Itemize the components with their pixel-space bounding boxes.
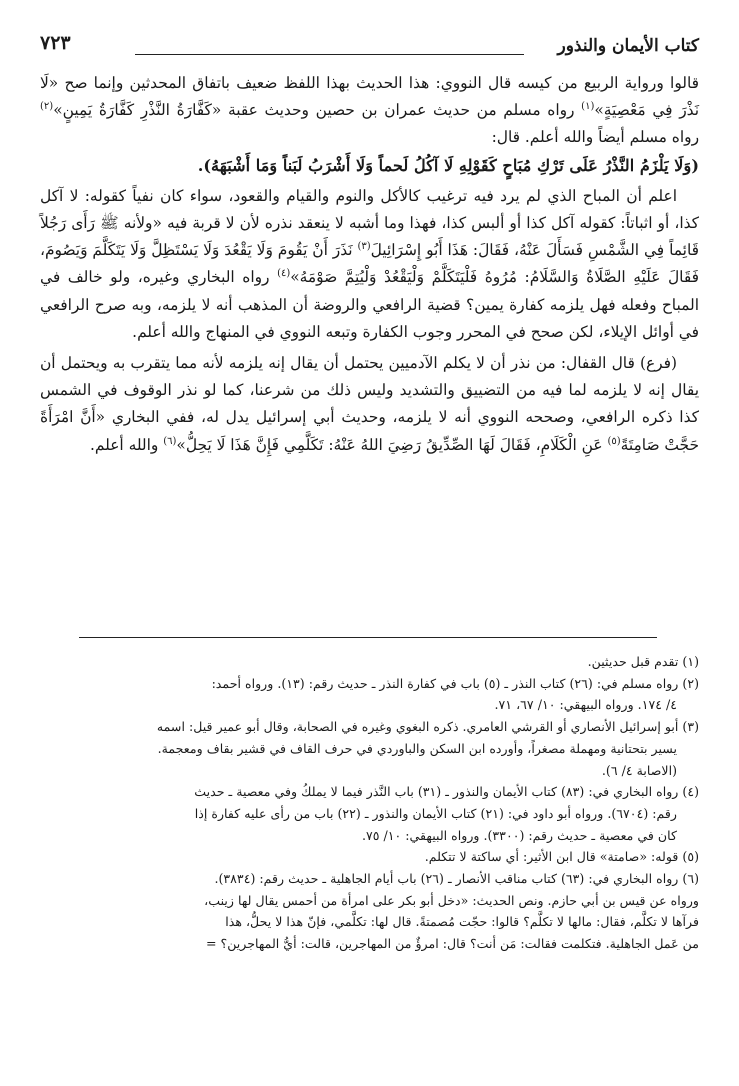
header-rule [135,54,524,55]
footnote-ref-1: (١) [581,101,595,113]
footnote-ref-4: (٤) [277,268,291,280]
footnote-6-line-1: (٦) رواه البخاري في: (٦٣) كتاب مناقب الأنصار ـ (٢٦) باب أيام الجاهلية ـ حديث رقم: (٣٨٣٤). [214,871,699,887]
paragraph-3-text-b: نَذَرَ أَنْ يَقُومَ وَلَا يَقْعُدَ وَلَا يَسْتَظِلَّ وَلَا يَتَكَلَّمَ وَيَصُومَ، فَقَالَ عَلَيْهِ الصَّلَاةُ وَالسَّلَامُ: مُرُوهُ فَلْيَتَكَلَّمْ وَلْيَقْعُدْ وَلْيُتِمَّ صَوْمَهُ» [40,241,700,287]
footnote-2 [30,673,699,716]
footnote-ref-5: (٥) [607,435,621,447]
running-title: كتاب الأيمان والنذور [557,36,699,56]
page-number: ٧٢٣ [40,32,71,54]
footnote-separator [79,637,657,638]
footnote-2-line-1: (٢) رواه مسلم في: (٢٦) كتاب النذر ـ (٥) باب في كفارة النذر ـ حديث رقم: (١٣). ورواه أحمد: [211,675,699,691]
paragraph-1-text-c: رواه مسلم أيضاً والله أعلم. قال: [491,128,699,147]
footnote-3-line-1: (٣) أبو إسرائيل الأنصاري أو القرشي العامري. ذكره البغوي وغيره في الصحابة، وقال أبو عمير قيل: اسمه [156,719,699,735]
footnote-3 [30,716,699,781]
footnote-6-line-3: فرآها لا تكلَّم، فقال: مالها لا تكلَّم؟ قالوا: حجّت مُصمتةً. قال لها: تكلَّمي، فإنّ هذا لا يحلُّ، هذا [225,914,699,930]
footnote-2-line-2: ٤/ ١٧٤. ورواه البيهقي: ١٠/ ٦٧، ٧١. [494,697,677,713]
page-header [40,30,699,64]
paragraph-3-text-c: رواه البخاري وغيره، ولو خالف في المباح وفعله فهل يلزمه كفارة يمين؟ قضية الرافعي والروضة أن المذهب أنه لا يلزمه، وبه صرح الرافعي في أوائل الإيلاء، لكن صحح في المحرر وجوب الكفارة وتبعه النووي في المنهاج والله أعلم. [40,268,699,341]
paragraph-1 [40,70,699,152]
footnote-3-line-2: يسير بتحتانية ومهملة مصغراً، وأورده ابن السكن والباوردي في حرف القاف في قشير بقاف ومعجمة. [157,740,677,756]
footnote-4-line-2: رقم: (٦٧٠٤). ورواه أبو داود في: (٢١) كتاب الأيمان والنذور ـ (٢٢) باب من رأى عليه كفارة إذا [194,805,677,821]
footnote-5: (٥) قوله: «صامتة» قال ابن الأثير: أي ساكتة لا تتكلم. [424,849,699,865]
footnote-4-line-3: كان في معصية ـ حديث رقم: (٣٣٠٠). ورواه البيهقي: ١٠/ ٧٥. [361,827,677,843]
paragraph-4-text-c: والله أعلم. [90,435,164,454]
matn-quote: (وَلَا يَلْزَمُ النَّذْرُ عَلَى تَرْكِ مُبَاحٍ كَقَوْلِهِ لَا آكُلُ لَحماً وَلَا أَشْرَبُ لَبَناً وَمَا أَشْبَهَهُ). [197,155,699,175]
footnote-4-line-1: (٤) رواه البخاري في: (٨٣) كتاب الأيمان والنذور ـ (٣١) باب النَّذر فيما لا يملكُ وفي معصية ـ حديث [194,784,699,800]
paragraph-1-text-b: رواه مسلم من حديث عمران بن حصين وحديث عقبة «كَفَّارَةُ النَّذْرِ كَفَّارَةُ يَمِينٍ» [53,101,582,120]
paragraph-4-text-b: عَنِ الْكَلَامِ، فَقَالَ لَهَا الصِّدِّيقُ رَضِيَ اللهُ عَنْهُ: تَكَلَّمِي فَإِنَّ هَذَا لَا يَحِلُّ» [176,435,608,454]
paragraph-3-text: اعلم أن المباح الذي لم يرد فيه ترغيب كالأكل والنوم والقيام والقعود، سواء كان نفياً كقوله: لا آكل كذا، أو اثباتاً: كقوله آكل كذا أو ألبس كذا، فهذا وما أشبه لا ينعقد نذره لأن لا قربة فيه «ولأنه ﷺ رَأَى رَجُلاً قَائِماً فِي الشَّمْسِ فَسَأَلَ عَنْهُ، فَقَالَ: هَذَا أَبُو إِسْرَائِيلَ [40,186,699,260]
paragraph-4 [40,350,699,459]
footnote-6 [30,868,699,955]
footnotes [30,651,699,955]
footnote-ref-3: (٣) [357,241,371,253]
paragraph-3 [40,183,699,346]
footnote-6-line-2: ورواه عن قيس بن أبي حازم. ونص الحديث: «دخل أبو بكر على امرأة من أحمس يقال لها زينب، [204,892,699,908]
footnote-3-line-3: (الاصابة ٤/ ٦). [601,762,677,778]
footnote-6-line-4: من عَمل الجاهلية. فتكلمت فقالت: مَن أنت؟ قال: امرؤٌ من المهاجرين، قالت: أيُّ المهاجرين؟ = [205,936,699,952]
footnote-ref-6: (٦) [163,435,177,447]
footnote-1: (١) تقدم قبل حديثين. [587,654,699,669]
footnote-ref-2: (٢) [40,101,54,113]
main-text [40,70,699,459]
paragraph-1-text: قالوا ورواية الربيع من كيسه قال النووي: هذا الحديث بهذا اللفظ ضعيف باتفاق المحدثين وإنما صح «لَا نَذْرَ فِي مَعْصِيَةٍ» [40,74,699,120]
footnote-4 [30,781,699,846]
paragraph-4-text: (فرع) قال القفال: من نذر أن لا يكلم الآدميين يحتمل أن يقال إنه يلزمه لأنه مما يتقرب به ويحتمل أن يقال إنه لا يلزمه لما فيه من التضييق والتشديد وليس ذلك من شرعنا، كما لو نذر الوقوف في الشمس كذا ذكره الرافعي، وصححه النووي أنه لا يلزمه، وحديث أبي إسرائيل يدل له، ففي البخاري «أَنَّ امْرَأَةً حَجَّتْ صَامِتَةً [40,354,699,454]
